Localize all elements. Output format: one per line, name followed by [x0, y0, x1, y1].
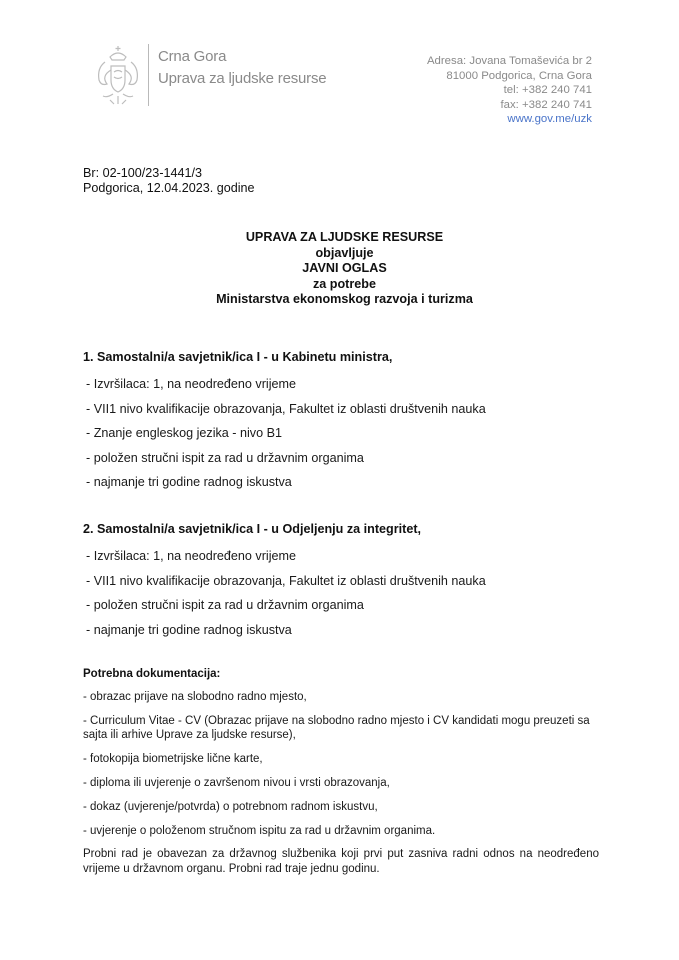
announcement-title — [0, 230, 679, 308]
list-item: - položen stručni ispit za rad u državnim organima — [86, 450, 364, 465]
list-item: - najmanje tri godine radnog iskustva — [86, 622, 292, 637]
position-2-heading: 2. Samostalni/a savjetnik/ica I - u Odjeljenju za integritet, — [83, 522, 422, 536]
list-item: - diploma ili uvjerenje o završenom nivou i vrsti obrazovanja, — [83, 777, 390, 790]
header-divider — [148, 44, 149, 106]
org-country: Crna Gora — [158, 48, 227, 65]
title-line-4: za potrebe — [313, 276, 376, 291]
list-item: - položen stručni ispit za rad u državnim organima — [86, 598, 364, 612]
contact-block — [427, 54, 592, 127]
org-agency: Uprava za ljudske resurse — [158, 70, 327, 87]
list-item: - VII1 nivo kvalifikacije obrazovanja, Fakultet iz oblasti društvenih nauka — [86, 401, 486, 416]
coat-of-arms-icon — [95, 44, 141, 108]
documentation-heading: Potrebna dokumentacija: — [83, 668, 221, 680]
contact-city: 81000 Podgorica, Crna Gora — [446, 69, 592, 82]
title-line-3: JAVNI OGLAS — [302, 261, 387, 276]
contact-website-link[interactable]: www.gov.me/uzk — [507, 113, 592, 126]
list-item: - obrazac prijave na slobodno radno mjesto, — [83, 691, 307, 703]
position-1-requirements — [86, 377, 486, 500]
contact-fax: fax: +382 240 741 — [500, 98, 592, 111]
probation-note: Probni rad je obavezan za državnog službenika koji prvi put zasniva radni odnos na neodređeno vrijeme u državnom organu. Probni rad traje jednu godinu. — [83, 848, 599, 875]
list-item: - najmanje tri godine radnog iskustva — [86, 475, 292, 489]
documentation-list — [83, 690, 603, 848]
title-line-1: UPRAVA ZA LJUDSKE RESURSE — [245, 230, 444, 244]
organization-name — [158, 46, 326, 90]
list-item: - uvjerenje o položenom stručnom ispitu za rad u državnim organima. — [83, 824, 436, 837]
list-item: - dokaz (uvjerenje/potvrda) o potrebnom radnom iskustvu, — [83, 801, 378, 814]
list-item: - Znanje engleskog jezika - nivo B1 — [86, 426, 283, 440]
contact-tel: tel: +382 240 741 — [503, 84, 592, 97]
reference-number: Br: 02-100/23-1441/3 — [83, 166, 203, 180]
list-item: - Izvršilaca: 1, na neodređeno vrijeme — [86, 549, 296, 563]
position-1-heading: 1. Samostalni/a savjetnik/ica I - u Kabinetu ministra, — [83, 350, 393, 364]
title-line-2: objavljuje — [315, 245, 374, 260]
contact-address: Adresa: Jovana Tomaševića br 2 — [426, 55, 592, 67]
list-item: - VII1 nivo kvalifikacije obrazovanja, Fakultet iz oblasti društvenih nauka — [86, 573, 486, 588]
list-item: - Curriculum Vitae - CV (Obrazac prijave na slobodno radno mjesto i CV kandidati mogu preuzeti sa sajta ili arhive Uprave za ljudske resurse), — [83, 714, 590, 742]
reference-place-date: Podgorica, 12.04.2023. godine — [83, 181, 255, 195]
list-item: - Izvršilaca: 1, na neodređeno vrijeme — [86, 377, 296, 391]
reference-block — [83, 166, 255, 196]
position-2-requirements — [86, 549, 486, 647]
title-line-5: Ministarstva ekonomskog razvoja i turizma — [216, 292, 473, 307]
list-item: - fotokopija biometrijske lične karte, — [83, 753, 263, 766]
